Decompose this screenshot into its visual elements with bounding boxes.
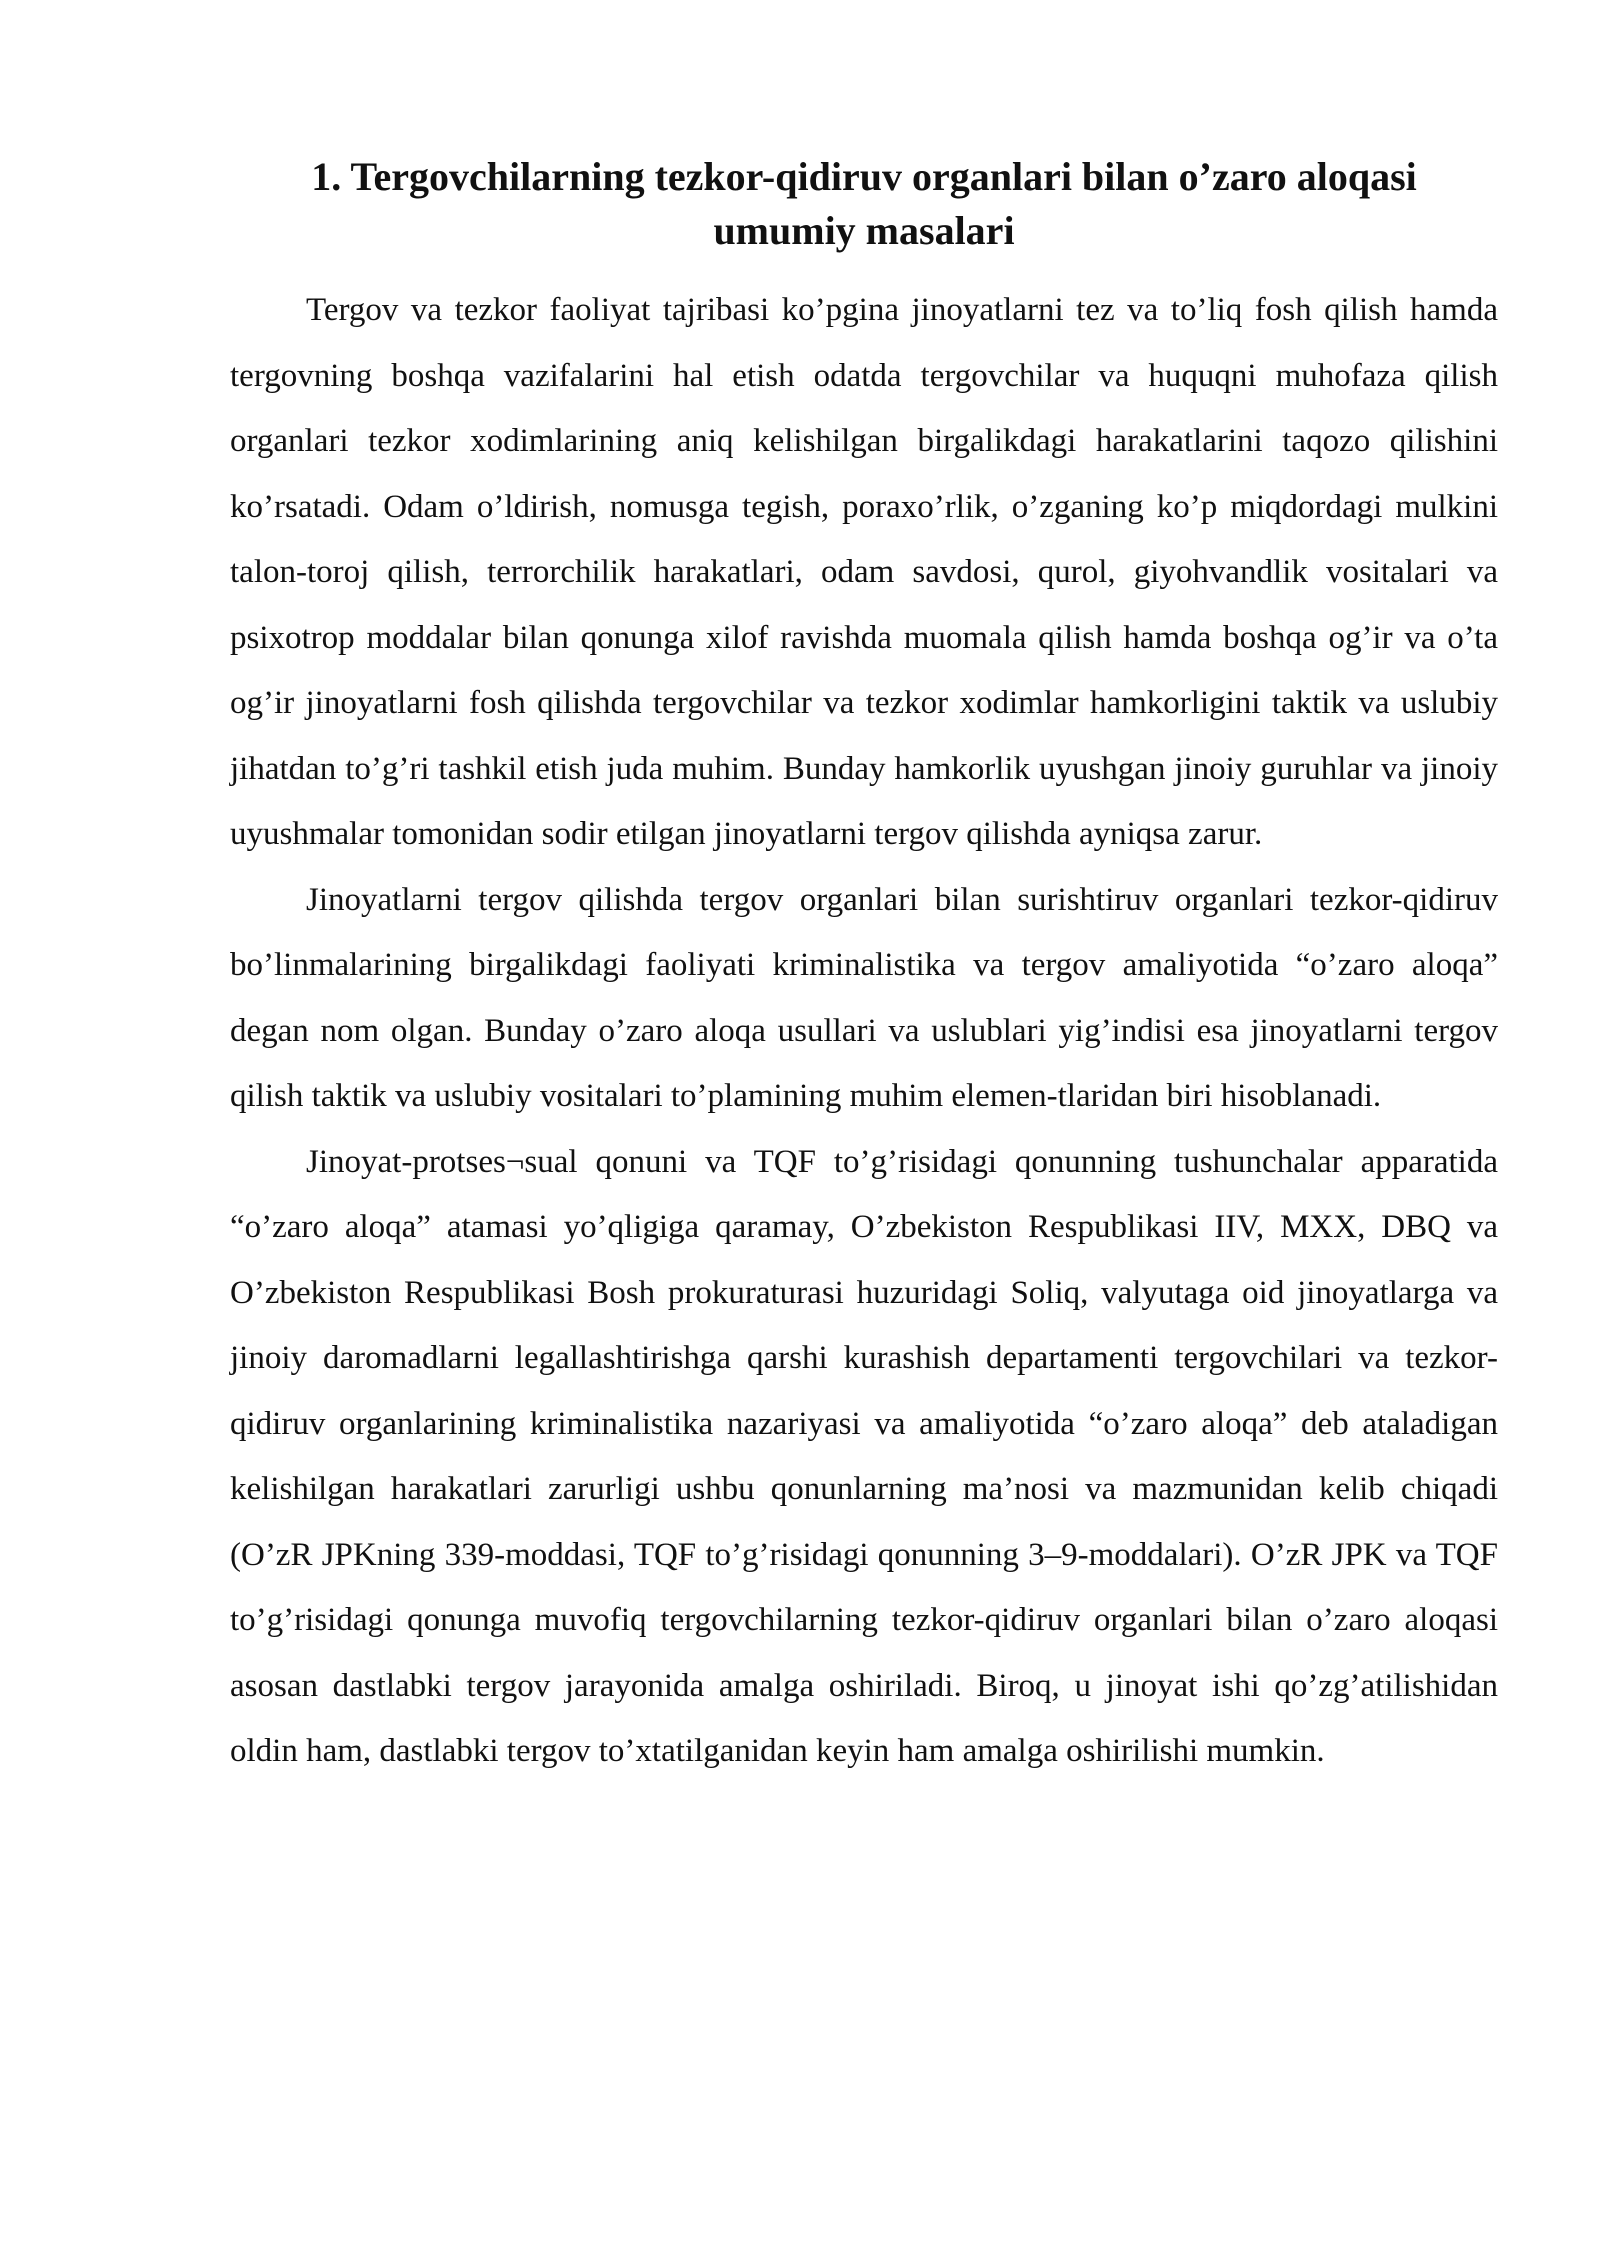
paragraph-3: Jinoyat-protses¬sual qonuni va TQF to’g’risidagi qonunning tushunchalar apparatida “o’zaro aloqa” atamasi yo’qligiga qaramay, O’zbekiston Respublikasi IIV, MXX, DBQ va O’zbekiston Respublikasi Bosh prokuraturasi huzuridagi Soliq, valyutaga oid jinoyatlarga va jinoiy daromadlarni legallashtirishga qarshi kurashish departamenti tergovchilari va tezkor-qidiruv organlarining kriminalistika nazariyasi va amaliyotida “o’zaro aloqa” deb ataladigan kelishilgan harakatlari zarurligi ushbu qonunlarning ma’nosi va mazmunidan kelib chiqadi (O’zR JPKning 339-moddasi, TQF to’g’risidagi qonunning 3–9-moddalari). O’zR JPK va TQF to’g’risidagi qonunga muvofiq tergovchilarning tezkor-qidiruv organlari bilan o’zaro aloqasi asosan dastlabki tergov jarayonida amalga oshiriladi. Biroq, u jinoyat ishi qo’zg’atilishidan oldin ham, dastlabki tergov to’xtatilganidan keyin ham amalga oshirilishi mumkin. xyxy=(230,1143,1498,1769)
document-page xyxy=(230,150,1498,1785)
section-title-line-1: 1. Tergovchilarning tezkor-qidiruv organlari bilan o’zaro aloqasi xyxy=(311,154,1417,199)
paragraph-1: Tergov va tezkor faoliyat tajribasi ko’pgina jinoyatlarni tez va to’liq fosh qilish hamda tergovning boshqa vazifalarini hal etish odatda tergovchilar va huquqni muhofaza qilish organlari tezkor xodimlarining aniq kelishilgan birgalikdagi harakatlarini taqozo qilishini ko’rsatadi. Odam o’ldirish, nomusga tegish, poraxo’rlik, o’zganing ko’p miqdordagi mulkini talon-toroj qilish, terrorchilik harakatlari, odam savdosi, qurol, giyohvandlik vositalari va psixotrop moddalar bilan qonunga xilof ravishda muomala qilish hamda boshqa og’ir va o’ta og’ir jinoyatlarni fosh qilishda tergovchilar va tezkor xodimlar hamkorligini taktik va uslubiy jihatdan to’g’ri tashkil etish juda muhim. Bunday hamkorlik uyushgan jinoiy guruhlar va jinoiy uyushmalar tomonidan sodir etilgan jinoyatlarni tergov qilishda ayniqsa zarur. xyxy=(230,292,1498,852)
section-title-line-2: umumiy masalari xyxy=(713,208,1015,253)
paragraph-2: Jinoyatlarni tergov qilishda tergov organlari bilan surishtiruv organlari tezkor-qidiruv bo’linmalarining birgalikdagi faoliyati kriminalistika va tergov amaliyotida “o’zaro aloqa” degan nom olgan. Bunday o’zaro aloqa usullari va uslublari yig’indisi esa jinoyatlarni tergov qilish taktik va uslubiy vositalari to’plamining muhim elemen-tlaridan biri hisoblanadi. xyxy=(230,881,1498,1114)
body-text xyxy=(230,278,1498,1785)
section-title xyxy=(230,150,1498,258)
